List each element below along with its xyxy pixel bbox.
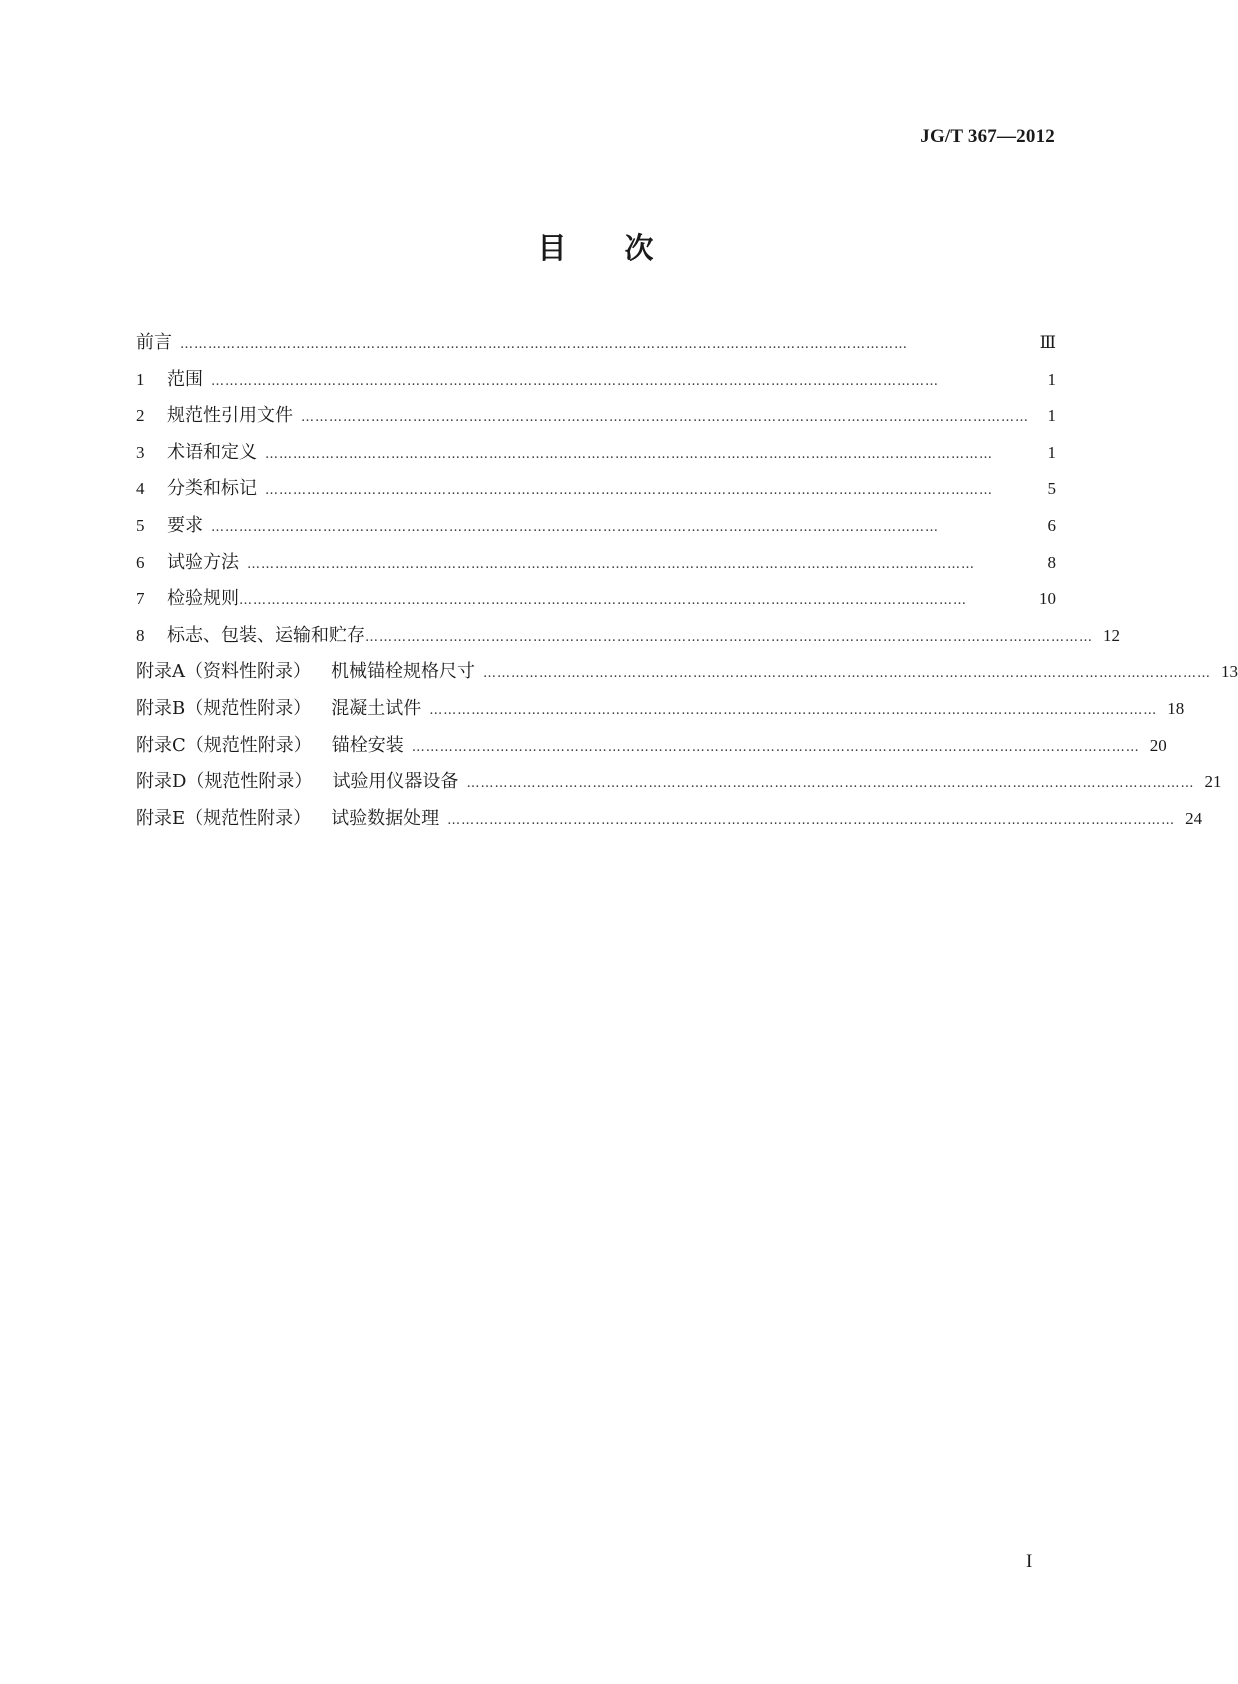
toc-entry-prefix: 附录D（规范性附录） (136, 771, 313, 793)
dot-leader: ………………………………………………………………………………………………………………………………………… (411, 739, 1140, 755)
toc-entry-appendix-a[interactable] (136, 654, 1238, 691)
toc-entry-number: 2 (136, 406, 145, 426)
dot-leader: ………………………………………………………………………………………………………………………………………… (180, 337, 908, 352)
toc-entry-number: 3 (136, 442, 145, 462)
toc-entry-8[interactable] (136, 618, 1120, 655)
toc-entry-prefix: 附录A（资料性附录） (136, 661, 311, 683)
toc-entry-label: 试验用仪器设备 (332, 771, 459, 793)
toc-entry-number: 8 (136, 625, 145, 645)
toc-entry-number: 4 (136, 479, 145, 499)
toc-entry-7[interactable] (136, 581, 1056, 618)
toc-entry-number: 6 (136, 552, 145, 572)
toc-entry-page: 18 (1167, 698, 1185, 718)
toc-entry-label: 锚栓安装 (331, 734, 404, 756)
dot-leader: ………………………………………………………………………………………………………………………………………… (211, 373, 939, 389)
toc-entry-appendix-e[interactable] (136, 801, 1203, 838)
toc-entry-3[interactable] (136, 435, 1056, 472)
toc-entry-label: 试验数据处理 (331, 807, 440, 829)
dot-leader: ………………………………………………………………………………………………………………………………………… (239, 593, 967, 609)
dot-leader: ………………………………………………………………………………………………………………………………………… (466, 776, 1195, 792)
table-of-contents (136, 325, 1238, 837)
toc-entry-page: 12 (1103, 625, 1120, 645)
toc-entry-label: 规范性引用文件 (167, 405, 293, 427)
page-title: 目次 (537, 231, 712, 265)
dot-leader: ………………………………………………………………………………………………………………………………………… (429, 702, 1158, 718)
toc-entry-page: 1 (1047, 369, 1056, 389)
toc-entry-page: Ⅲ (1039, 333, 1056, 352)
toc-entry-label: 前言 (136, 332, 172, 353)
toc-entry-4[interactable] (136, 471, 1056, 508)
toc-entry-page: 5 (1047, 479, 1056, 499)
toc-entry-foreword[interactable] (136, 325, 1056, 362)
toc-entry-page: 10 (1039, 589, 1056, 609)
dot-leader: ………………………………………………………………………………………………………………………………………… (365, 629, 1093, 645)
toc-entry-appendix-b[interactable] (136, 691, 1185, 728)
toc-entry-label: 分类和标记 (167, 478, 257, 500)
toc-entry-appendix-d[interactable] (136, 764, 1222, 801)
toc-entry-number: 1 (136, 369, 145, 389)
toc-entry-label: 要求 (167, 514, 203, 536)
toc-entry-prefix: 附录C（规范性附录） (136, 734, 312, 756)
toc-entry-label: 混凝土试件 (331, 697, 422, 719)
toc-entry-2[interactable] (136, 398, 1056, 435)
toc-entry-page: 13 (1221, 662, 1238, 682)
toc-entry-appendix-c[interactable] (136, 728, 1167, 765)
toc-entry-prefix: 附录E（规范性附录） (136, 807, 312, 829)
toc-entry-1[interactable] (136, 362, 1056, 399)
toc-entry-page: 6 (1047, 515, 1056, 535)
toc-entry-label: 检验规则 (167, 588, 239, 610)
toc-entry-page: 20 (1149, 735, 1167, 755)
toc-entry-page: 21 (1204, 772, 1222, 792)
toc-entry-number: 5 (136, 515, 145, 535)
standard-code: JG/T 367—2012 (920, 126, 1055, 147)
dot-leader: ………………………………………………………………………………………………………………………………………… (301, 410, 1029, 426)
toc-entry-6[interactable] (136, 545, 1056, 582)
dot-leader: ………………………………………………………………………………………………………………………………………… (265, 483, 993, 499)
toc-entry-page: 1 (1047, 406, 1056, 426)
dot-leader: ………………………………………………………………………………………………………………………………………… (247, 556, 975, 572)
toc-entry-label: 试验方法 (167, 551, 239, 573)
toc-entry-prefix: 附录B（规范性附录） (136, 697, 312, 719)
toc-entry-5[interactable] (136, 508, 1056, 545)
page-number: I (1026, 1551, 1033, 1572)
dot-leader: ………………………………………………………………………………………………………………………………………… (265, 446, 993, 462)
toc-entry-label: 标志、包装、运输和贮存 (167, 624, 365, 646)
toc-entry-label: 范围 (167, 368, 203, 390)
toc-entry-page: 8 (1047, 552, 1056, 572)
toc-entry-number: 7 (136, 589, 145, 609)
toc-entry-page: 24 (1185, 808, 1203, 828)
dot-leader: ………………………………………………………………………………………………………………………………………… (211, 519, 939, 535)
toc-entry-page: 1 (1047, 442, 1056, 462)
toc-entry-label: 机械锚栓规格尺寸 (331, 661, 475, 683)
toc-entry-label: 术语和定义 (167, 441, 257, 463)
dot-leader: ………………………………………………………………………………………………………………………………………… (447, 812, 1176, 828)
dot-leader: ………………………………………………………………………………………………………………………………………… (483, 666, 1211, 682)
